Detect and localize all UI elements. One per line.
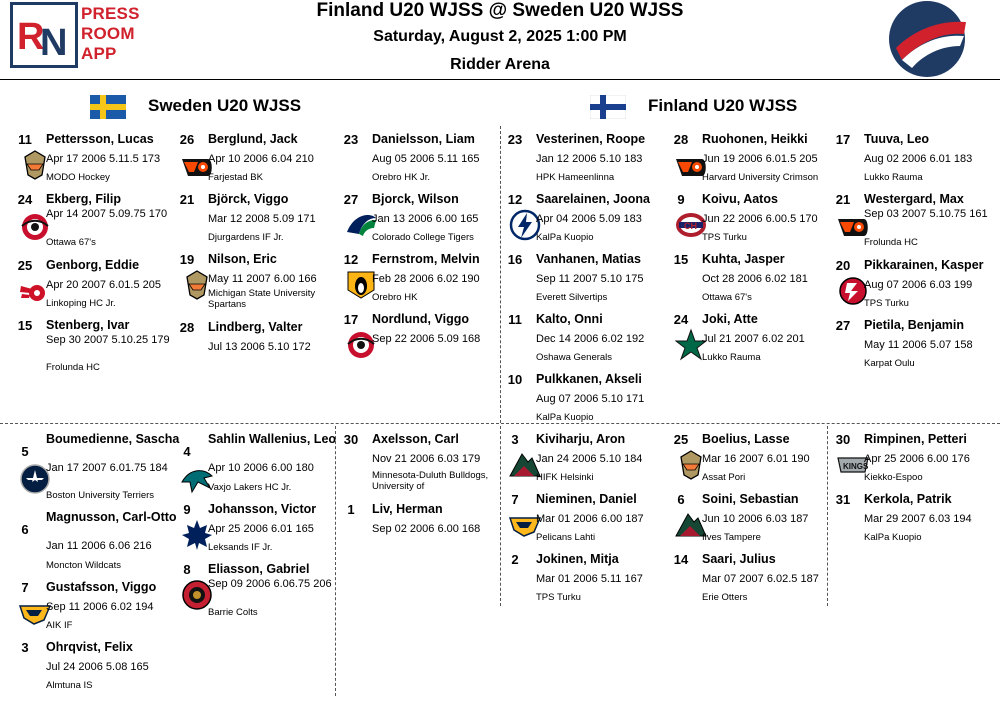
jersey-number: 9	[183, 502, 191, 517]
player-club: Oshawa Generals	[536, 352, 613, 363]
game-datetime: Saturday, August 2, 2025 1:00 PM	[373, 28, 627, 45]
player-name: Koivu, Aatos	[702, 192, 778, 206]
player-club: Orebro HK	[372, 292, 418, 303]
player-club: Everett Silvertips	[536, 292, 608, 303]
jersey-number: 28	[673, 132, 689, 147]
jersey-number: 24	[673, 312, 689, 327]
roster-header	[0, 0, 1000, 80]
player-club: Harvard University Crimson	[702, 172, 819, 183]
player-name: Pikkarainen, Kasper	[864, 258, 984, 272]
player-name: Björck, Viggo	[208, 192, 289, 206]
player-club: TPS Turku	[864, 298, 909, 309]
player-club: KalPa Kuopio	[864, 532, 922, 543]
jersey-number: 11	[18, 132, 32, 147]
jersey-number: 23	[343, 132, 359, 147]
jersey-number: 1	[347, 502, 355, 517]
jersey-number: 19	[179, 252, 195, 267]
player-details: Jul 21 2007 6.02 201	[702, 333, 805, 345]
player-club: Moncton Wildcats	[46, 560, 121, 571]
player-details: Apr 10 2006 6.04 210	[208, 153, 314, 165]
svg-text:N: N	[40, 22, 68, 64]
finland-team-name: Finland U20 WJSS	[648, 96, 798, 115]
player-club: Ottawa 67's	[702, 292, 752, 303]
player-details: Aug 02 2006 6.01 183	[864, 153, 973, 165]
player-name: Saarelainen, Joona	[536, 192, 650, 206]
player-club: Lukko Rauma	[702, 352, 761, 363]
player-club: HPK Hameenlinna	[536, 172, 615, 183]
jersey-number: 5	[21, 444, 29, 459]
player-name: Fernstrom, Melvin	[372, 252, 480, 266]
jersey-number: 6	[677, 492, 685, 507]
player-details: Mar 16 2007 6.01 190	[702, 453, 810, 465]
player-details: Mar 07 2007 6.02.5 187	[702, 573, 819, 585]
wordmark-line-2: ROOM	[81, 24, 135, 43]
player-details: Sep 02 2006 6.00 168	[372, 523, 481, 535]
jersey-number: 12	[343, 252, 359, 267]
jersey-number: 24	[17, 192, 33, 207]
player-details: Sep 11 2007 5.10 175	[536, 273, 644, 285]
player-club: Leksands IF Jr.	[208, 542, 273, 553]
jersey-number: 27	[835, 318, 851, 333]
player-name: Liv, Herman	[372, 502, 443, 516]
player-details: Jul 13 2006 5.10 172	[208, 341, 311, 353]
player-name: Genborg, Eddie	[46, 258, 140, 272]
player-details: Apr 20 2007 6.01.5 205	[46, 279, 161, 291]
player-name: Nieminen, Daniel	[536, 492, 637, 506]
player-name: Kuhta, Jasper	[702, 252, 785, 266]
game-venue: Ridder Arena	[450, 56, 550, 73]
player-name: Rimpinen, Petteri	[864, 432, 967, 446]
finland-flag-icon	[590, 95, 626, 119]
player-name: Ohrqvist, Felix	[46, 640, 133, 654]
jersey-number: 12	[507, 192, 523, 207]
player-details: Oct 28 2006 6.02 181	[702, 273, 808, 285]
player-club: Karpat Oulu	[864, 358, 915, 369]
player-details: Apr 17 2006 5.11.5 173	[46, 153, 161, 165]
jersey-number: 14	[673, 552, 689, 567]
player-club: Djurgardens IF Jr.	[208, 232, 284, 243]
league-logo-icon	[884, 0, 970, 78]
player-club: Ilves Tampere	[702, 532, 761, 543]
player-name: Nordlund, Viggo	[372, 312, 469, 326]
player-details: Sep 11 2006 6.02 194	[46, 601, 154, 613]
player-club: Minnesota-Duluth Bulldogs, University of	[372, 470, 489, 492]
finland-team-heading	[590, 92, 890, 122]
player-name: Pietila, Benjamin	[864, 318, 965, 332]
player-details: May 11 2007 6.00 166	[208, 273, 317, 285]
svg-text:CH: CH	[684, 221, 697, 231]
player-details: Mar 01 2006 6.00 187	[536, 513, 644, 525]
player-name: Danielsson, Liam	[372, 132, 475, 146]
player-name: Vanhanen, Matias	[536, 252, 641, 266]
player-details: Mar 01 2006 5.11 167	[536, 573, 643, 585]
jersey-number: 2	[511, 552, 519, 567]
player-name: Pulkkanen, Akseli	[536, 372, 642, 386]
jersey-number: 17	[343, 312, 359, 327]
player-name: Sahlin Wallenius, Leo	[208, 432, 337, 446]
jersey-number: 16	[507, 252, 523, 267]
sweden-team-name: Sweden U20 WJSS	[148, 96, 302, 115]
svg-text:KINGS: KINGS	[843, 462, 869, 471]
player-club: Boston University Terriers	[46, 490, 155, 501]
jersey-number: 30	[835, 432, 851, 447]
player-name: Axelsson, Carl	[372, 432, 459, 446]
player-name: Gustafsson, Viggo	[46, 580, 157, 594]
player-club: KalPa Kuopio	[536, 412, 594, 423]
player-details: Jun 10 2006 6.03 187	[702, 513, 809, 525]
player-name: Eliasson, Gabriel	[208, 562, 310, 576]
player-details: Mar 29 2007 6.03 194	[864, 513, 972, 525]
jersey-number: 3	[511, 432, 519, 447]
jersey-number: 9	[677, 192, 685, 207]
player-details: Nov 21 2006 6.03 179	[372, 453, 481, 465]
jersey-number: 6	[21, 522, 29, 537]
player-name: Vesterinen, Roope	[536, 132, 646, 146]
jersey-number: 21	[179, 192, 195, 207]
player-details: Jan 24 2006 5.10 184	[536, 453, 643, 465]
player-name: Saari, Julius	[702, 552, 776, 566]
player-details: Feb 28 2006 6.02 190	[372, 273, 480, 285]
player-club: Michigan State University Spartans	[208, 288, 316, 310]
player-name: Kiviharju, Aron	[536, 432, 626, 446]
player-details: Jan 11 2006 6.06 216	[46, 540, 152, 552]
player-name: Kerkola, Patrik	[864, 492, 952, 506]
player-club: Frolunda HC	[46, 362, 100, 373]
player-details: Jun 22 2006 6.00.5 170	[702, 213, 818, 225]
player-club: Vaxjo Lakers HC Jr.	[208, 482, 292, 493]
jersey-number: 15	[17, 318, 33, 333]
player-name: Ekberg, Filip	[46, 192, 122, 206]
player-club: TPS Turku	[536, 592, 581, 603]
jersey-number: 25	[17, 258, 33, 273]
jersey-number: 28	[179, 320, 195, 335]
player-details: Apr 10 2006 6.00 180	[208, 462, 314, 474]
player-club: Assat Pori	[702, 472, 746, 483]
player-club: Barrie Colts	[208, 607, 258, 618]
jersey-number: 4	[183, 444, 191, 459]
player-club: KalPa Kuopio	[536, 232, 594, 243]
player-club: Lukko Rauma	[864, 172, 923, 183]
player-details: Mar 12 2008 5.09 171	[208, 213, 316, 225]
player-club: Pelicans Lahti	[536, 532, 596, 543]
player-details: Apr 25 2006 6.01 165	[208, 523, 314, 535]
player-details: Apr 04 2006 5.09 183	[536, 213, 642, 225]
player-club: TPS Turku	[702, 232, 747, 243]
player-club: Kiekko-Espoo	[864, 472, 923, 483]
player-club: Ottawa 67's	[46, 237, 96, 248]
player-name: Joki, Atte	[702, 312, 758, 326]
jersey-number: 17	[835, 132, 851, 147]
player-details: Jul 24 2006 5.08 165	[46, 661, 149, 673]
player-name: Tuuva, Leo	[864, 132, 930, 146]
player-name: Boumedienne, Sascha	[46, 432, 180, 446]
wordmark-line-3: APP	[81, 44, 117, 63]
player-name: Soini, Sebastian	[702, 492, 799, 506]
player-name: Magnusson, Carl-Otto	[46, 510, 177, 524]
player-details: Jan 13 2006 6.00 165	[372, 213, 479, 225]
jersey-number: 26	[179, 132, 195, 147]
jersey-number: 15	[673, 252, 689, 267]
player-name: Stenberg, Ivar	[46, 318, 130, 332]
player-club: Linkoping HC Jr.	[46, 298, 116, 309]
player-club: Frolunda HC	[864, 237, 918, 248]
player-name: Boelius, Lasse	[702, 432, 790, 446]
player-club: Erie Otters	[702, 592, 748, 603]
player-details: Aug 07 2006 5.10 171	[536, 393, 645, 405]
jersey-number: 11	[508, 312, 522, 327]
game-title: Finland U20 WJSS @ Sweden U20 WJSS	[316, 0, 684, 21]
player-name: Westergard, Max	[864, 192, 964, 206]
player-details: Sep 03 2007 5.10.75 161	[864, 208, 988, 220]
player-details: Aug 07 2006 6.03 199	[864, 279, 973, 291]
jersey-number: 25	[673, 432, 689, 447]
player-club: HIFK Helsinki	[536, 472, 594, 483]
player-details: Apr 25 2006 6.00 176	[864, 453, 970, 465]
jersey-number: 31	[835, 492, 851, 507]
player-name: Bjorck, Wilson	[372, 192, 459, 206]
jersey-number: 3	[21, 640, 29, 655]
jersey-number: 27	[343, 192, 359, 207]
player-details: Dec 14 2006 6.02 192	[536, 333, 645, 345]
player-club: Almtuna IS	[46, 680, 93, 691]
wordmark-line-1: PRESS	[81, 4, 140, 23]
player-name: Johansson, Victor	[208, 502, 317, 516]
player-club: Orebro HK Jr.	[372, 172, 431, 183]
player-details: May 11 2006 5.07 158	[864, 339, 973, 351]
player-name: Lindberg, Valter	[208, 320, 303, 334]
jersey-number: 20	[835, 258, 851, 273]
jersey-number: 10	[507, 372, 523, 387]
player-details: Sep 30 2007 5.10.25 179	[46, 334, 170, 346]
svg-text:R: R	[17, 16, 45, 58]
player-details: Jan 17 2007 6.01.75 184	[46, 462, 168, 474]
player-details: Sep 22 2006 5.09 168	[372, 333, 481, 345]
player-name: Berglund, Jack	[208, 132, 298, 146]
player-name: Ruohonen, Heikki	[702, 132, 808, 146]
player-club: Colorado College Tigers	[372, 232, 474, 243]
jersey-number: 7	[511, 492, 519, 507]
player-details: Aug 05 2006 5.11 165	[372, 153, 480, 165]
jersey-number: 30	[343, 432, 359, 447]
player-club: AIK IF	[46, 620, 73, 631]
jersey-number: 7	[21, 580, 29, 595]
player-details: Jun 19 2006 6.01.5 205	[702, 153, 818, 165]
player-name: Pettersson, Lucas	[46, 132, 154, 146]
player-details: Sep 09 2006 6.06.75 206	[208, 578, 332, 590]
section-divider	[0, 423, 1000, 424]
sweden-flag-icon	[90, 95, 126, 119]
player-club: Farjestad BK	[208, 172, 263, 183]
sweden-team-heading	[90, 92, 390, 122]
player-club: MODO Hockey	[46, 172, 110, 183]
player-name: Nilson, Eric	[208, 252, 277, 266]
jersey-number: 8	[183, 562, 191, 577]
jersey-number: 23	[507, 132, 523, 147]
player-name: Kalto, Onni	[536, 312, 603, 326]
player-name: Jokinen, Mitja	[536, 552, 619, 566]
player-details: Apr 14 2007 5.09.75 170	[46, 208, 168, 220]
player-details: Jan 12 2006 5.10 183	[536, 153, 643, 165]
jersey-number: 21	[835, 192, 851, 207]
